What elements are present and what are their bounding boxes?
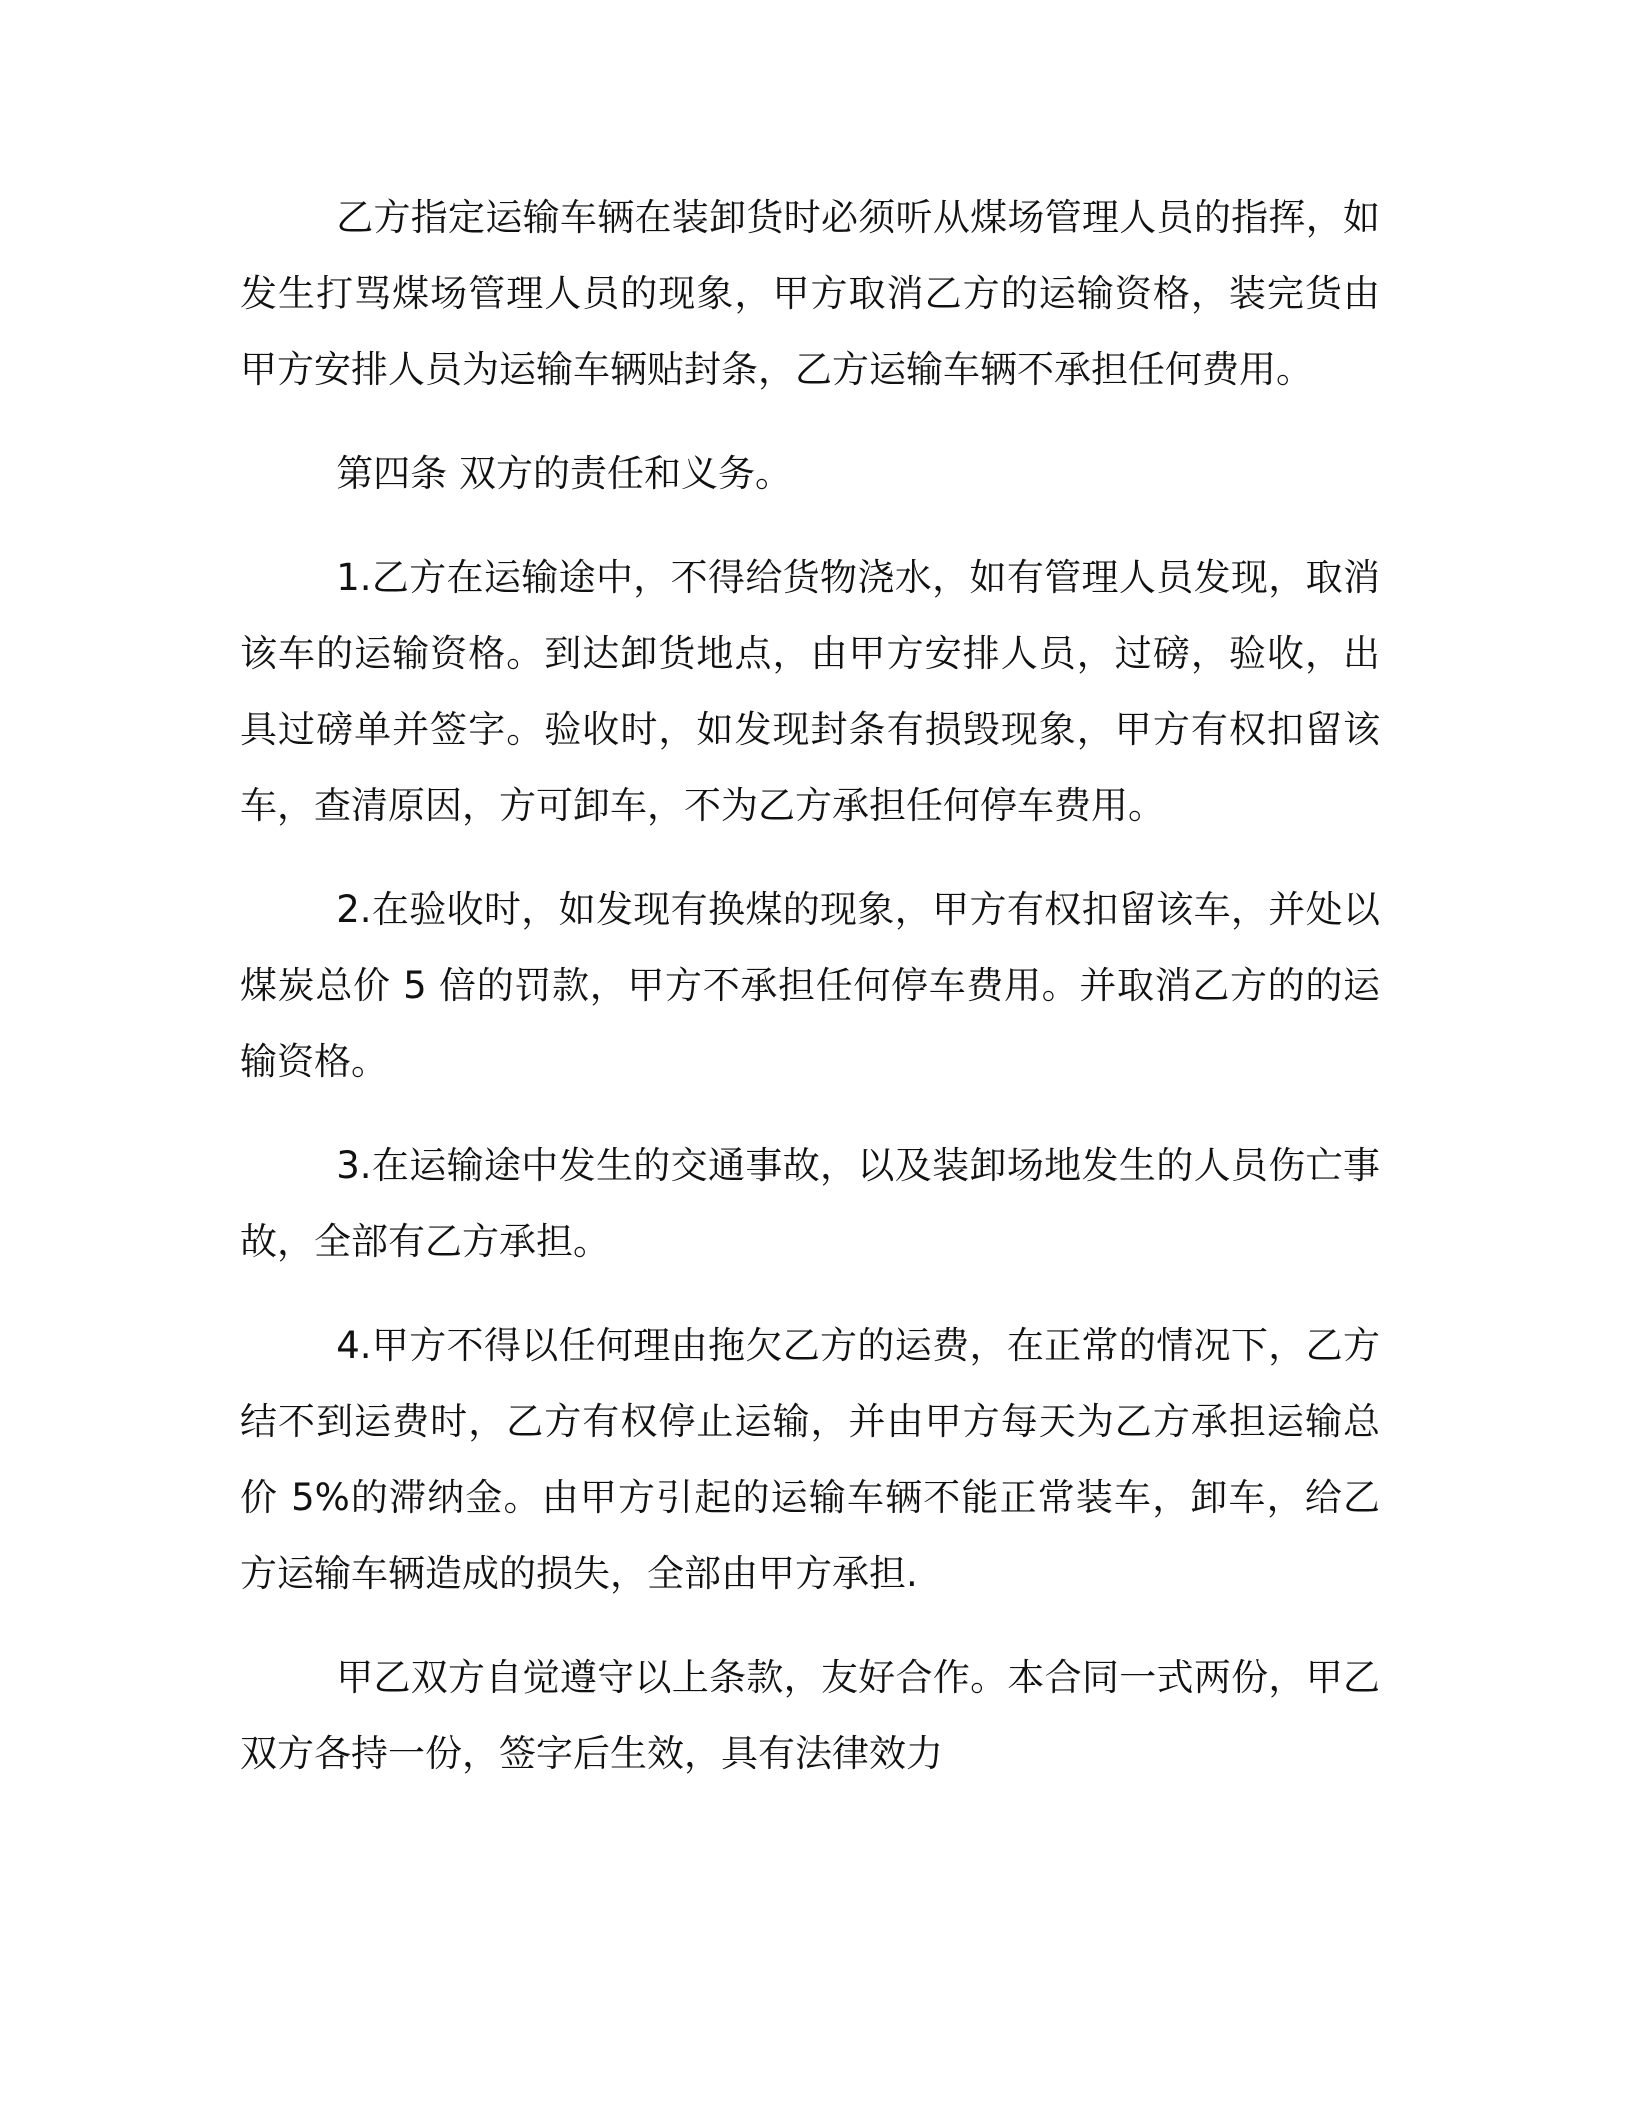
document-body [240, 180, 1380, 1820]
clause-1: 1.乙方在运输途中，不得给货物浇水，如有管理人员发现，取消该车的运输资格。到达卸货地点，由甲方安排人员，过磅，验收，出具过磅单并签字。验收时，如发现封条有损毁现象，甲方有权扣留该车，查清原因，方可卸车，不为乙方承担任何停车费用。 [240, 556, 1380, 827]
paragraph-loading-rules: 乙方指定运输车辆在装卸货时必须听从煤场管理人员的指挥，如发生打骂煤场管理人员的现象，甲方取消乙方的运输资格，装完货由甲方安排人员为运输车辆贴封条，乙方运输车辆不承担任何费用。 [240, 196, 1380, 391]
clause-4: 4.甲方不得以任何理由拖欠乙方的运费，在正常的情况下，乙方结不到运费时，乙方有权停止运输，并由甲方每天为乙方承担运输总价 5%的滞纳金。由甲方引起的运输车辆不能正常装车，卸车，给乙方运输车辆造成的损失，全部由甲方承担. [240, 1324, 1380, 1595]
clause-3: 3.在运输途中发生的交通事故，以及装卸场地发生的人员伤亡事故，全部有乙方承担。 [240, 1144, 1380, 1263]
closing-paragraph: 甲乙双方自觉遵守以上条款，友好合作。本合同一式两份，甲乙双方各持一份，签字后生效，具有法律效力 [240, 1656, 1380, 1775]
clause-2: 2.在验收时，如发现有换煤的现象，甲方有权扣留该车，并处以煤炭总价 5 倍的罚款，甲方不承担任何停车费用。并取消乙方的的运输资格。 [240, 888, 1380, 1083]
article-four-heading: 第四条 双方的责任和义务。 [336, 452, 792, 495]
